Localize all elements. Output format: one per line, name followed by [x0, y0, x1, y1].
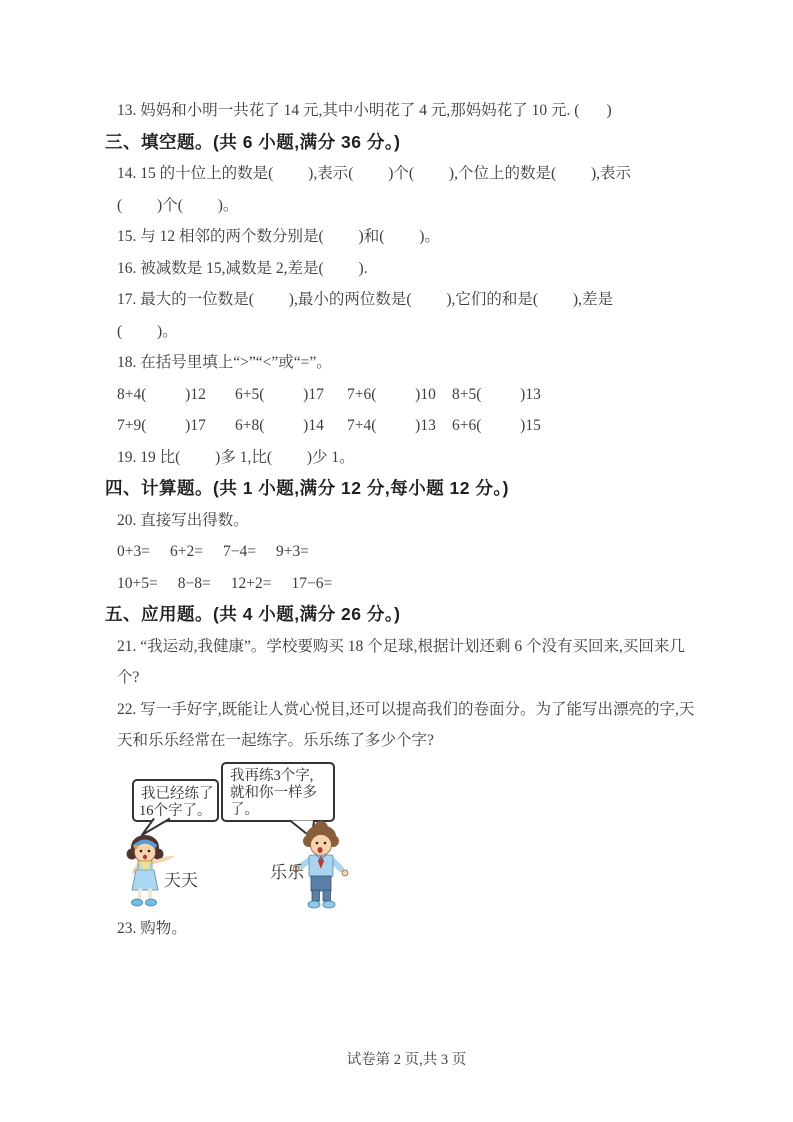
- calc-expression: 7−4=: [222, 543, 256, 560]
- girl-bubble-text-line2: 16个字了。: [139, 802, 212, 819]
- compare-expression: 7+9( )17: [117, 417, 206, 434]
- section-5-heading: 五、应用题。(共 4 小题,满分 26 分。): [105, 604, 401, 624]
- girl-speech-bubble: [133, 780, 218, 835]
- question-21-line2: 个?: [117, 669, 140, 686]
- calc-expression: 10+5=: [117, 574, 158, 592]
- compare-expression: 6+5( )17: [235, 385, 324, 403]
- question-19: 19. 19 比( )多 1,比( )少 1。: [117, 448, 355, 466]
- girl-name-label: 天天: [164, 870, 198, 890]
- compare-expression: 8+5( )13: [452, 385, 541, 403]
- page-footer: 试卷第 2 页,共 3 页: [346, 1052, 467, 1068]
- calc-expression: 6+2=: [169, 543, 203, 560]
- compare-row-1: [105, 379, 708, 411]
- section-4-heading: 四、计算题。(共 1 小题,满分 12 分,每小题 12 分。): [105, 478, 509, 498]
- compare-expression: 6+6( )15: [452, 417, 541, 434]
- question-23: 23. 购物。: [117, 919, 187, 937]
- question-17-line1: 17. 最大的一位数是( ),最小的两位数是( ),它们的和是( ),差是: [117, 291, 613, 308]
- boy-bubble-text-line2: 就和你一样多: [230, 784, 317, 801]
- question-17-line2: ( )。: [117, 322, 178, 340]
- girl-bubble-text-line1: 我已经练了: [141, 785, 214, 802]
- section-3-heading: 三、填空题。(共 6 小题,满分 36 分。): [105, 131, 401, 152]
- question-14-line1: 14. 15 的十位上的数是( ),表示( )个( ),个位上的数是( ),表示: [117, 165, 632, 182]
- calc-row-1: [105, 536, 708, 568]
- compare-expression: 6+8( )14: [235, 417, 324, 434]
- boy-name-label: 乐乐: [270, 862, 304, 882]
- question-21-line1: 21. “我运动,我健康”。学校要购买 18 个足球,根据计划还剩 6 个没有买回来,买回来几: [117, 637, 685, 655]
- boy-bubble-text-line1: 我再练3个字,: [230, 767, 314, 784]
- question-22-line2: 天和乐乐经常在一起练字。乐乐练了多少个字?: [117, 732, 434, 749]
- compare-expression: 7+4( )13: [347, 417, 436, 434]
- question-16: 16. 被减数是 15,减数是 2,差是( ).: [117, 259, 368, 277]
- calc-row-2: [105, 568, 708, 600]
- compare-expression: 7+6( )10: [347, 385, 436, 403]
- kids-dialogue-drawing: [112, 757, 402, 913]
- compare-row-2: [105, 410, 708, 442]
- practice-writing-illustration: [112, 757, 708, 913]
- question-15: 15. 与 12 相邻的两个数分别是( )和( )。: [117, 228, 440, 245]
- calc-expression: 12+2=: [230, 574, 272, 592]
- calc-expression: 8−8=: [177, 574, 211, 592]
- calc-expression: 9+3=: [275, 543, 309, 560]
- compare-expression: 8+4( )12: [117, 385, 206, 403]
- calc-expression: 17−6=: [291, 574, 333, 592]
- calc-expression: 0+3=: [117, 543, 150, 560]
- question-22-line1: 22. 写一手好字,既能让人赏心悦目,还可以提高我们的卷面分。为了能写出漂亮的字,天: [117, 700, 695, 718]
- question-18: 18. 在括号里填上“>”“<”或“=”。: [117, 354, 332, 371]
- question-20: 20. 直接写出得数。: [117, 511, 249, 529]
- question-14-line2: ( )个( )。: [117, 196, 239, 214]
- boy-bubble-text-line3: 了。: [230, 801, 259, 818]
- question-13: 13. 妈妈和小明一共花了 14 元,其中小明花了 4 元,那妈妈花了 10 元. ( ): [117, 102, 612, 119]
